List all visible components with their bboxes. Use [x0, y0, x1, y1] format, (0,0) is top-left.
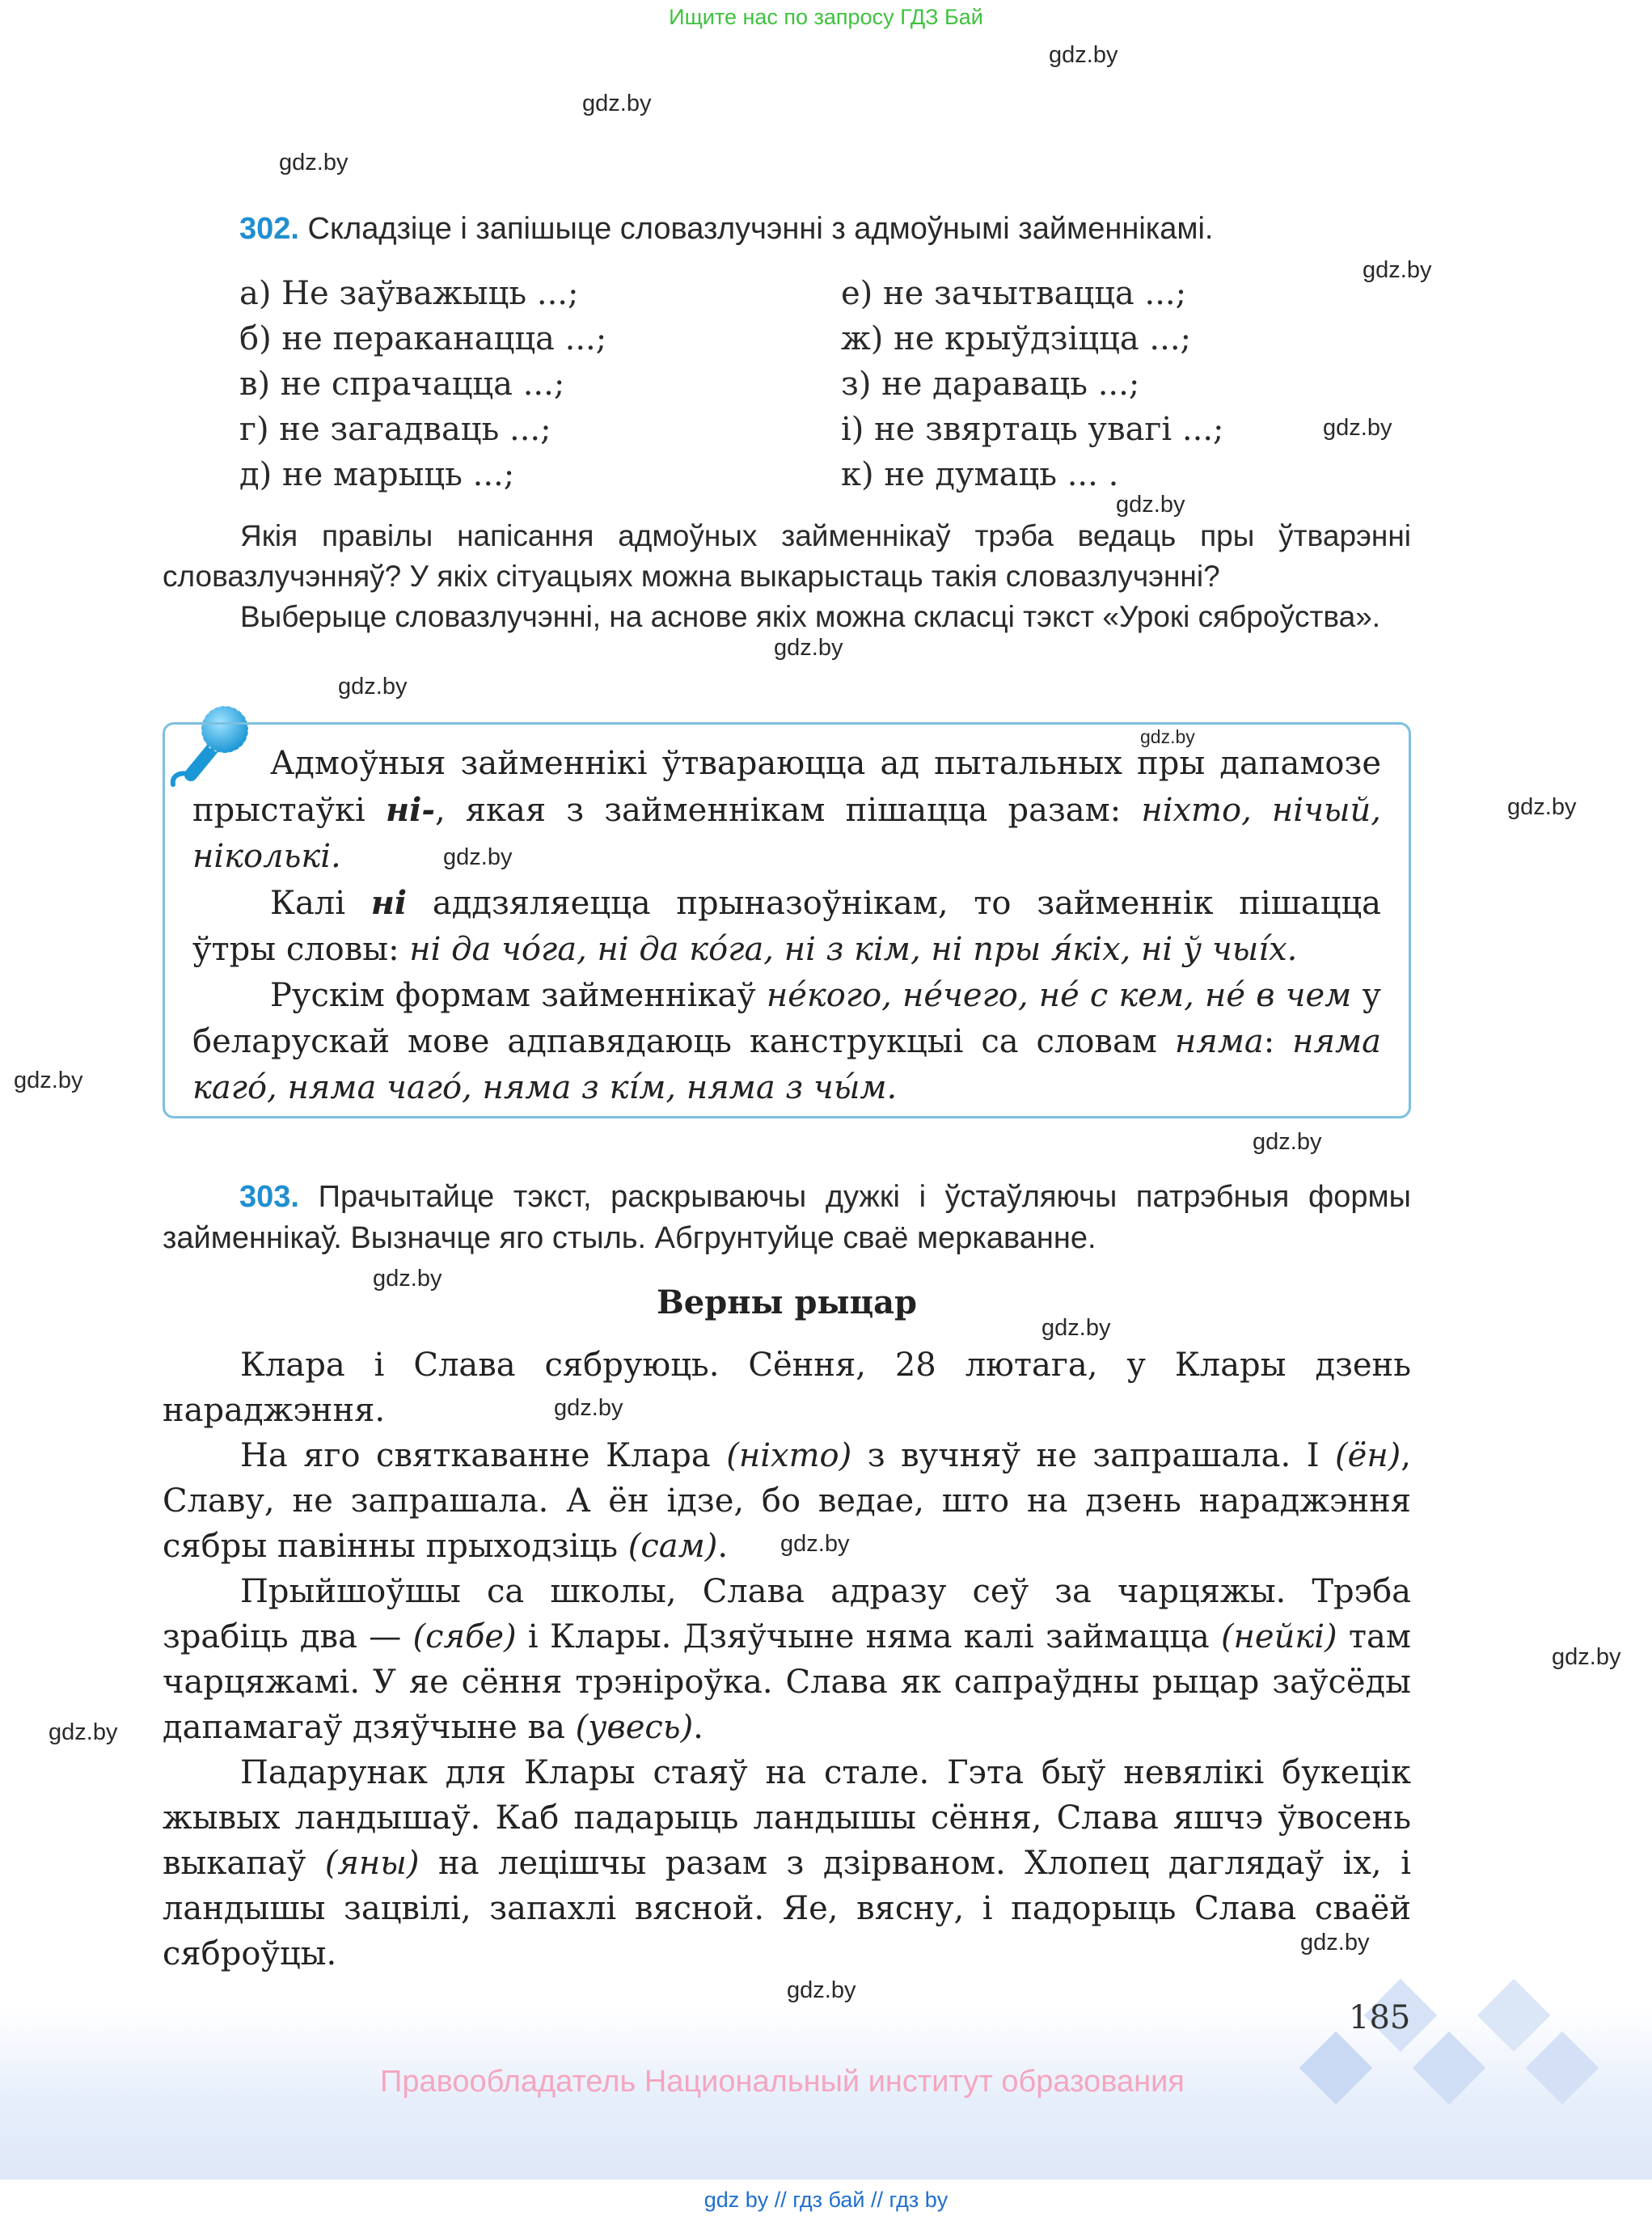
- rule-examples: няма каго́, няма чаго́, няма з кі́м, няма з чы́м.: [192, 1023, 1381, 1106]
- watermark: gdz.by: [1116, 492, 1185, 518]
- watermark: gdz.by: [774, 635, 843, 661]
- rule-paragraph-2: [192, 880, 1381, 973]
- story-text-part: На яго святкаванне Клара: [240, 1437, 727, 1474]
- task-302-heading: [239, 209, 1412, 250]
- bracket-word: (сябе): [412, 1618, 517, 1655]
- story-text-part: .: [693, 1709, 703, 1746]
- story-text-part: з вучняў не запрашала. І: [851, 1437, 1336, 1474]
- rule-ni: ні: [370, 884, 408, 922]
- option: д) не марыць ...;: [239, 456, 515, 493]
- story-paragraph-1: Клара і Слава сябруюць. Сёння, 28 лютага, у Клары дзень нараджэння.: [163, 1347, 1411, 1429]
- watermark: gdz.by: [373, 1266, 442, 1292]
- text-title: Верны рыцар: [656, 1283, 918, 1321]
- task-number: 303.: [239, 1180, 299, 1214]
- bracket-word: (ён): [1335, 1437, 1401, 1474]
- option: к) не думаць ... .: [841, 456, 1119, 493]
- option: е) не зачытвацца ...;: [841, 275, 1187, 312]
- rule-text: аддзяляецца прыназоўнікам, то займеннік пішацца ўтры словы:: [192, 885, 1381, 968]
- story-text-part: там чарцяжамі. У яе сёння трэніроўка. Слава як сапраўдны рыцар заўсёды дапамагаў дзяўчыне ва: [163, 1618, 1411, 1746]
- task-302-question-2: Выберыце словазлучэнні, на аснове якіх можна скласці тэкст «Урокі сяброўства».: [240, 600, 1381, 633]
- watermark: gdz.by: [443, 844, 513, 870]
- rule-box: [163, 722, 1411, 1118]
- watermark: gdz.by: [1552, 1644, 1621, 1670]
- bracket-word: (нейкі): [1220, 1618, 1337, 1655]
- rule-examples: ні да чо́га, ні да ко́га, ні з кім, ні пры я́кіх, ні ў чыі́х.: [409, 931, 1298, 968]
- watermark: gdz.by: [1049, 42, 1118, 68]
- option: г) не загадваць ...;: [239, 411, 551, 448]
- rule-text: Адмоўныя займеннікі ўтвараюцца ад пытальных пры дапамозе прыстаўкі: [192, 745, 1381, 829]
- bracket-word: (сам): [627, 1528, 718, 1565]
- watermark: gdz.by: [1323, 415, 1392, 441]
- watermark: gdz.by: [1300, 1930, 1370, 1956]
- option: б) не пераканацца ...;: [239, 320, 607, 357]
- copyright-line: Правообладатель Национальный институт образования: [380, 2065, 1185, 2099]
- option: в) не спрачацца ...;: [239, 366, 565, 403]
- watermark: gdz.by: [1363, 257, 1432, 283]
- story-text-part: на лецішчы разам з дзірваном. Хлопец даглядаў іх, і ландышы зацвілі, запахлі вясной. Яе, вясну, і падорыць Слава сваёй сяброўцы.: [163, 1845, 1411, 1972]
- story-paragraph-2: [163, 1433, 1411, 1569]
- footer-links[interactable]: gdz by // гдз бай // гдз by: [703, 2188, 949, 2212]
- page-number: 185: [1349, 1999, 1411, 2036]
- story-text-part: Прыйшоўшы са школы, Слава адразу сеў за чарцяжы. Трэба зрабіць два —: [163, 1573, 1411, 1655]
- task-prompt: Складзіце і запішыце словазлучэнні з адмоўнымі займеннікамі.: [307, 212, 1214, 246]
- watermark: gdz.by: [582, 91, 652, 116]
- watermark: gdz.by: [1253, 1129, 1322, 1155]
- option: з) не дараваць ...;: [841, 366, 1140, 403]
- story-paragraph-4: [163, 1750, 1411, 1977]
- task-number: 302.: [239, 212, 299, 246]
- story-text-part: .: [717, 1528, 729, 1565]
- option: і) не звяртаць увагі ...;: [841, 411, 1224, 448]
- bracket-word: (ніхто): [726, 1437, 852, 1474]
- watermark: gdz.by: [338, 674, 408, 700]
- top-banner[interactable]: Ищите нас по запросу ГДЗ Бай: [669, 5, 983, 29]
- rule-prefix: ні-: [385, 791, 435, 829]
- story-text: [163, 1342, 1411, 1977]
- watermark: gdz.by: [1041, 1315, 1111, 1341]
- watermark: gdz.by: [787, 1977, 856, 2003]
- rule-text: , якая з займеннікам пішацца разам:: [434, 792, 1142, 829]
- task-prompt: Прачытайце тэкст, раскрываючы дужкі і ўстаўляючы патрэбныя формы займеннікаў. Вызначце яго стыль. Абгрунтуйце сваё меркаванне.: [163, 1180, 1411, 1255]
- watermark: gdz.by: [1507, 794, 1577, 820]
- watermark: gdz.by: [49, 1719, 118, 1745]
- task-302-question-1: Якія правілы напісання адмоўных займеннікаў трэба ведаць пры ўтварэнні словазлучэнняў? У якіх сітуацыях можна выкарыстаць такія словазлучэнні?: [163, 519, 1411, 593]
- story-text-part: Падарунак для Клары стаяў на стале. Гэта быў невялікі букецік жывых ландышаў. Каб падарыць ландышы сёння, Слава яшчэ ўвосень выкапаў: [163, 1754, 1411, 1882]
- rule-word: няма: [1174, 1023, 1264, 1060]
- rule-text: у беларускай мове адпавядаюць канструкцыі са словам: [192, 977, 1382, 1060]
- option: ж) не крыўдзіцца ...;: [841, 320, 1192, 357]
- watermark: gdz.by: [554, 1395, 623, 1421]
- story-text-part: і Клары. Дзяўчыне няма калі займацца: [516, 1618, 1221, 1655]
- watermark: gdz.by: [1140, 726, 1195, 747]
- story-paragraph-3: [163, 1569, 1411, 1750]
- option: а) Не заўважыць ...;: [239, 275, 579, 312]
- task-303-heading: [163, 1177, 1411, 1259]
- story-text-part: , Славу, не запрашала. А ён ідзе, бо ведае, што на дзень нараджэння сябры павінны прыходзіць: [163, 1437, 1411, 1565]
- rule-text: Рускім формам займеннікаў: [270, 977, 767, 1014]
- rule-text: :: [1263, 1023, 1293, 1060]
- watermark: gdz.by: [14, 1068, 83, 1093]
- rule-text: Калі: [270, 885, 371, 922]
- rule-paragraph-3: [192, 973, 1381, 1111]
- bracket-word: (увесь): [575, 1709, 694, 1746]
- rule-examples: ніхто, нічый, ніколькі.: [192, 792, 1382, 875]
- watermark: gdz.by: [780, 1531, 850, 1557]
- bracket-word: (яны): [324, 1845, 420, 1882]
- watermark: gdz.by: [279, 150, 349, 175]
- rule-russian-forms: не́кого, не́чего, не́ с кем, не́ в чем: [766, 977, 1352, 1014]
- rule-paragraph-1: [192, 741, 1381, 880]
